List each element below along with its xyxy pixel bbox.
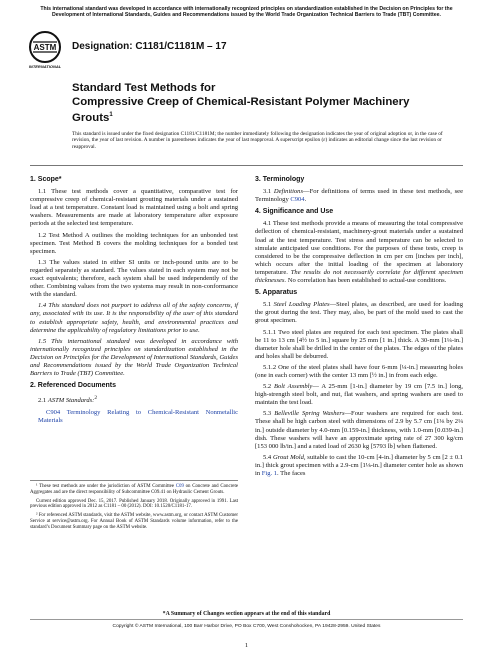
paragraph-5-4: 5.4 Grout Mold, suitable to cast the 10-cm [4-in.] diameter by 5 cm [2 ± 0.1 in.] thick grout specimen with a 2.9-cm [1⅛-in.] diameter center hole as shown in Fig. 1. The faces [255, 453, 464, 477]
page-number: 1 [244, 642, 249, 649]
international-standard-notice: This international standard was developed in accordance with internationally recognized principles on standardization established in the Decision on Principles for the Development of International Standards, Guides and Recommendations issued by the World Trade Organization Technical Barriers to Trade (TBT) Committee. [40, 6, 453, 19]
designation: Designation: C1181/C1181M – 17 [72, 41, 227, 52]
paragraph-3-1: 3.1 Definitions—For definitions of terms used in these test methods, see Terminology C904. [255, 188, 463, 204]
footnotes [30, 480, 238, 534]
summary-of-changes-note: *A Summary of Changes section appears at the end of this standard [162, 611, 331, 617]
footnote-1: ¹ These test methods are under the jurisdiction of ASTM Committee C09 on Concrete and Concrete Aggregates and are the direct responsibility of Subcommittee C09.41 on Hydraulic Cement Grouts. [30, 484, 238, 495]
document-title [72, 82, 452, 125]
logo-text: INTERNATIONAL [28, 64, 62, 69]
figure-link-fig-1[interactable]: Fig. 1 [261, 470, 278, 477]
reference-c904: C904 Terminology Relating to Chemical-Resistant Nonmetallic Materials [38, 408, 238, 424]
paragraph-4-1: 4.1 These test methods provide a means of measuring the total compressive deflection of chemical-resistant, machinery-grout materials under a sustained load at the test temperature. Test stress and temperature can be selected to simulate anticipated use conditions. For the purposes of these tests, creep is considered to be the compressive deflection in cm per cm [inches per inch], which occurs after the initial loading of the specimen at laboratory temperature. The results do not necessarily correlate for different specimen thicknesses. No correlation has been established to actual-use conditions. [255, 220, 463, 285]
astm-logo [28, 30, 62, 70]
paragraph-1-1: 1.1 These test methods cover a quantitative, comparative test for compressive creep of chemical-resistant grouting materials under a sustained load at a test temperature. Constant load is maintained using a bolt and spring washers. Measurements are made at laboratory temperature after exposure periods at the selected test temperature. [30, 188, 238, 228]
paragraph-5-1: 5.1 Steel Loading Plates—Steel plates, as described, are used for loading the grout during the test. They may, also, be part of the mold used to cast the grout specimen. [255, 301, 463, 325]
section-heading-apparatus: 5. Apparatus [255, 289, 298, 297]
paragraph-5-1-1: 5.1.1 Two steel plates are required for each test specimen. The plates shall be 11 to 13 cm [4½ to 5 in.] square by 25 mm [1 in.] thick. A 30-mm [1¼-in.] diameter hole shall be drilled in the center of the plates. The edges of the plates and holes shall be deburred. [255, 328, 463, 360]
paragraph-2-1: 2.1 ASTM Standards:$^2$ [38, 395, 98, 405]
paragraph-1-2: 1.2 Test Method A outlines the molding techniques for an unbonded test specimen. Test Method B covers the molding techniques for a bonded test specimen. [30, 231, 238, 255]
paragraph-1-4: 1.4 This standard does not purport to address all of the safety concerns, if any, associated with its use. It is the responsibility of the user of this standard to establish appropriate safety, health, and environmental practices and determine the applicability of regulatory limitations prior to use. [30, 302, 238, 334]
copyright-line: Copyright © ASTM International, 100 Barr Harbor Drive, PO Box C700, West Conshohocken, PA 19428-2959. United States [112, 624, 381, 629]
title-line-2: Compressive Creep of Chemical-Resistant Polymer Machinery Grouts$^1$ [72, 95, 410, 124]
right-column [255, 172, 463, 481]
section-heading-significance: 4. Significance and Use [255, 208, 334, 216]
paragraph-5-3: 5.3 Belleville Spring Washers—Four washers are required for each test. These shall be high carbon steel with dimensions of 2.9 by 5.7 cm [1⅛ by 2¼ in.] outside diameter by 4.0-mm [0.159-in.] thickness, with 1.0-mm [0.039-in.] dish. These washers will have an approximate spring rate of 27 300 kg/cm [153 000 lb/in.] and a rated load of 2630 kg [5793 lb] when flattened. [255, 410, 464, 450]
paragraph-5-2: 5.2 Bolt Assembly— A 25-mm [1-in.] diameter by 19 cm [7.5 in.] long, high-strength steel bolt, and nut, flat washers, and spring washers are used to maintain the test load. [255, 383, 464, 407]
footer-divider [30, 619, 463, 620]
paragraph-1-5: 1.5 This international standard was developed in accordance with internationally recognized principles on standardization established in the Decision on Principles for the Development of International Standards, Guides and Recommendations issued by the World Trade Organization Technical Barriers to Trade (TBT) Committee. [30, 337, 238, 378]
terminology-link-c904[interactable]: C904 [290, 196, 305, 204]
footnote-1-edition: Current edition approved Dec. 15, 2017. Published January 2018. Originally approved in 1991. Last previous edition approved in 2012 as C1181 – 00 (2012). DOI: 10.1520/C1181-17. [30, 498, 238, 510]
paragraph-1-3: 1.3 The values stated in either SI units or inch-pound units are to be regarded separately as standard. The values stated in each system may not be exact equivalents; therefore, each system shall be used independently of the other. Combining values from the two systems may result in non-conformance with the standard. [30, 258, 238, 299]
left-column [30, 172, 238, 428]
title-line-1: Standard Test Methods for [72, 82, 216, 94]
paragraph-5-1-2: 5.1.2 One of the steel plates shall have four 6-mm [¼-in.] measuring holes (one in each corner) with the center 13 mm [½ in.] in from each edge. [255, 363, 463, 379]
section-heading-terminology: 3. Terminology [255, 176, 305, 183]
footnote-2: ² For referenced ASTM standards, visit the ASTM website, www.astm.org, or contact ASTM Customer Service at service@astm.org. For Annual Book of ASTM Standards volume information, refer to the standard’s Document Summary page on the ASTM website. [30, 513, 238, 530]
issued-note: This standard is issued under the fixed designation C1181/C1181M; the number immediately following the designation indicates the year of original adoption or, in the case of revision, the year of last revision. A number in parentheses indicates the year of last reapproval. A superscript epsilon (ε) indicates an editorial change since the last revision or reapproval. [72, 131, 443, 150]
header-divider [30, 165, 463, 166]
section-heading-scope: 1. Scope* [30, 176, 62, 183]
reference-link-c904[interactable]: C904 [46, 408, 61, 416]
committee-link-c09[interactable]: C09 [175, 484, 184, 489]
svg-text:ASTM: ASTM [33, 43, 57, 52]
section-heading-referenced-documents: 2. Referenced Documents [30, 382, 116, 390]
